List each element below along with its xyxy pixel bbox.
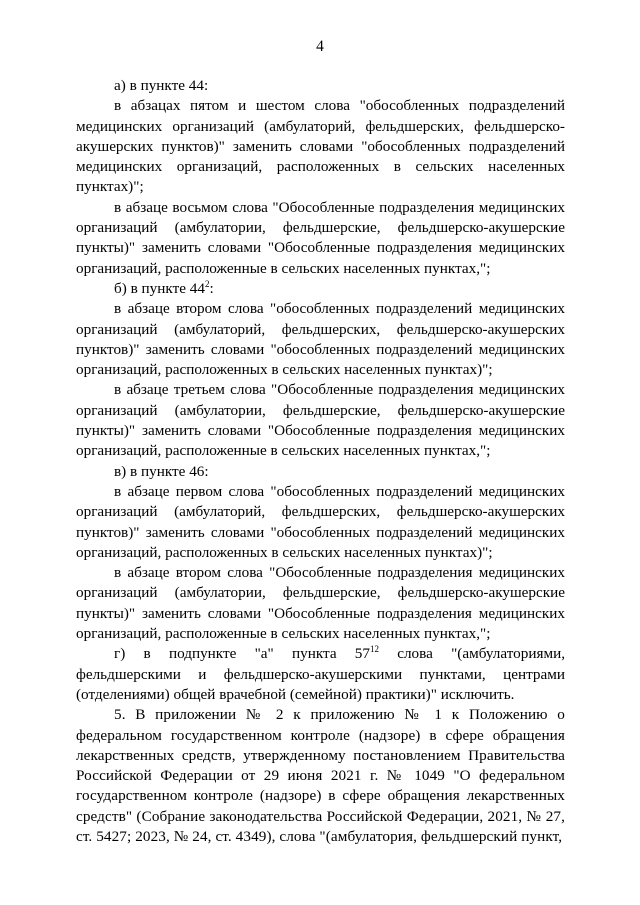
paragraph-b-2: в абзаце третьем слова "Обособленные подразделения медицинских организаций (амбулатории, фельдшерские, фельдшерско-акушерские пункты)" заменить словами "Обособленные подразделения медицинских организаций, расположенные в сельских населенных пунктах,";: [76, 381, 565, 460]
paragraph-a-2: в абзаце восьмом слова "Обособленные подразделения медицинских организаций (амбулатории, фельдшерские, фельдшерско-акушерские пункты)" заменить словами "Обособленные подразделения медицинских организаций, расположенные в сельских населенных пунктах,";: [76, 198, 565, 277]
paragraph-a-heading: а) в пункте 44:: [114, 77, 209, 94]
paragraph-v-1: в абзаце первом слова "обособленных подразделений медицинских организаций (амбулаторий, фельдшерских, фельдшерско-акушерских пунктов)" заменить словами "обособленных подразделений медицинских организаций, расположенных в сельских населенных пунктах)";: [76, 482, 565, 561]
paragraph-5: 5. В приложении № 2 к приложению № 1 к Положению о федеральном государственном контроле (надзоре) в сфере обращения лекарственных средств, утвержденному постановлением Правительства Российской Федерации от 29 июня 2021 г. № 1049 "О федеральном государственном контроле (надзоре) в сфере обращения лекарственных средств" (Собрание законодательства Российской Федерации, 2021, № 27, ст. 5427; 2023, № 24, ст. 4349), слова "(амбулатория, фельдшерский пункт,: [76, 706, 565, 845]
page-number: 4: [316, 38, 324, 55]
paragraph-g-post: слова "(амбулаториями, фельдшерскими и фельдшерско-акушерскими пунктами, центрами (отделениями) общей врачебной (семейной) практики)" исключить.: [76, 645, 565, 703]
paragraph-v-2: в абзаце втором слова "Обособленные подразделения медицинских организаций (амбулатории, фельдшерские, фельдшерско-акушерские пункты)" заменить словами "Обособленные подразделения медицинских организаций, расположенные в сельских населенных пунктах,";: [76, 564, 565, 643]
paragraph-g-pre: г) в подпункте "а" пункта 57: [114, 645, 370, 663]
paragraph-a-1: в абзацах пятом и шестом слова "обособленных подразделений медицинских организаций (амбулаторий, фельдшерских, фельдшерско-акушерских пунктов)" заменить словами "обособленных подразделений медицинских организаций, расположенных в сельских населенных пунктах)";: [76, 97, 565, 196]
paragraph-b-heading-text: б) в пункте 44: [114, 279, 205, 297]
paragraph-b-heading-superscript: 2: [204, 278, 210, 289]
paragraph-g: [76, 644, 565, 705]
paragraph-b-heading: [76, 279, 565, 299]
paragraph-b-heading-colon: :: [209, 279, 214, 297]
paragraph-g-superscript: 12: [370, 644, 379, 655]
paragraph-v-heading: в) в пункте 46:: [114, 462, 209, 480]
document-body: [76, 76, 565, 847]
paragraph-b-1: в абзаце втором слова "обособленных подразделений медицинских организаций (амбулаторий, фельдшерских, фельдшерско-акушерских пунктов)" заменить словами "обособленных подразделений медицинских организаций, расположенных в сельских населенных пунктах)";: [76, 300, 565, 379]
